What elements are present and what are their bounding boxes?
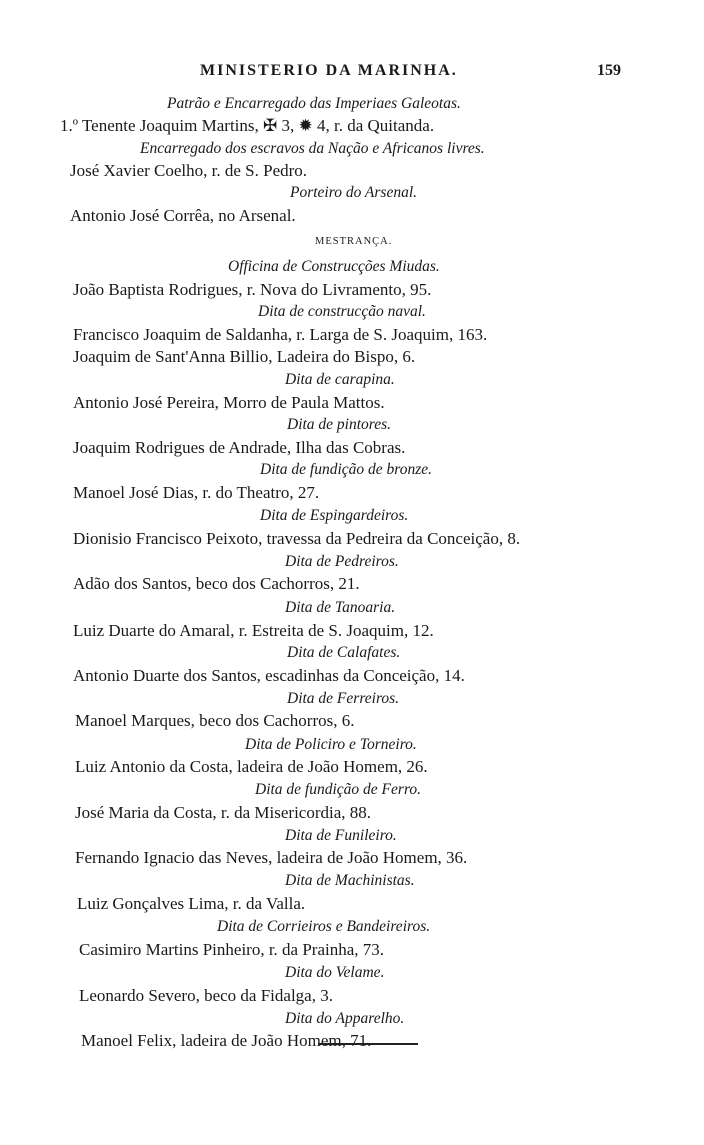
entry-line: Adão dos Santos, beco dos Cachorros, 21. bbox=[73, 574, 360, 593]
office-heading: Dita de Tanoaria. bbox=[285, 599, 396, 616]
office-heading: Porteiro do Arsenal. bbox=[290, 184, 418, 201]
office-heading: Dita de construcção naval. bbox=[258, 303, 426, 320]
entry-line: Antonio José Pereira, Morro de Paula Mattos. bbox=[73, 393, 385, 412]
page-header-title: MINISTERIO DA MARINHA. bbox=[200, 62, 458, 79]
office-heading: Dita de Pedreiros. bbox=[285, 553, 399, 570]
entry-line: Luiz Gonçalves Lima, r. da Valla. bbox=[77, 894, 306, 913]
section-heading: MESTRANÇA. bbox=[315, 236, 393, 247]
office-heading: Dita de Calafates. bbox=[287, 644, 401, 661]
entry-line: Fernando Ignacio das Neves, ladeira de João Homem, 36. bbox=[75, 848, 468, 867]
entry-line: José Maria da Costa, r. da Misericordia, 88. bbox=[75, 803, 372, 822]
entry-line: Joaquim de Sant'Anna Billio, Ladeira do Bispo, 6. bbox=[73, 347, 416, 366]
office-heading: Dita de Ferreiros. bbox=[287, 690, 400, 707]
entry-line: Antonio Duarte dos Santos, escadinhas da Conceição, 14. bbox=[73, 666, 465, 685]
office-heading: Patrão e Encarregado das Imperiaes Galeotas. bbox=[167, 95, 461, 112]
entry-line: Antonio José Corrêa, no Arsenal. bbox=[70, 206, 296, 225]
entry-line: Luiz Duarte do Amaral, r. Estreita de S. Joaquim, 12. bbox=[73, 621, 434, 640]
entry-line: Luiz Antonio da Costa, ladeira de João Homem, 26. bbox=[75, 757, 428, 776]
closing-rule bbox=[318, 1043, 418, 1045]
entry-line: 1.º Tenente Joaquim Martins, ✠ 3, ✹ 4, r. da Quitanda. bbox=[60, 116, 435, 135]
office-heading: Dita de carapina. bbox=[285, 371, 395, 388]
office-heading: Dita de Policiro e Torneiro. bbox=[245, 736, 417, 753]
office-heading: Dita de Espingardeiros. bbox=[260, 507, 409, 524]
entry-line: João Baptista Rodrigues, r. Nova do Livramento, 95. bbox=[73, 280, 432, 299]
entry-line: Dionisio Francisco Peixoto, travessa da Pedreira da Conceição, 8. bbox=[73, 529, 521, 548]
office-heading: Dita do Apparelho. bbox=[285, 1010, 405, 1027]
office-heading: Dita de Machinistas. bbox=[285, 872, 415, 889]
entry-line: Manoel Felix, ladeira de João Homem, 71. bbox=[81, 1031, 372, 1050]
office-heading: Dita de Funileiro. bbox=[285, 827, 397, 844]
office-heading: Dita de fundição de Ferro. bbox=[255, 781, 422, 798]
entry-line: Joaquim Rodrigues de Andrade, Ilha das Cobras. bbox=[73, 438, 406, 457]
entry-line: Manoel José Dias, r. do Theatro, 27. bbox=[73, 483, 320, 502]
page-number: 159 bbox=[597, 62, 621, 79]
office-heading: Officina de Construcções Miudas. bbox=[228, 258, 440, 275]
entry-line: Casimiro Martins Pinheiro, r. da Prainha, 73. bbox=[79, 940, 385, 959]
office-heading: Dita de fundição de bronze. bbox=[260, 461, 433, 478]
office-heading: Dita de Corrieiros e Bandeireiros. bbox=[217, 918, 431, 935]
office-heading: Dita de pintores. bbox=[287, 416, 392, 433]
entry-line: José Xavier Coelho, r. de S. Pedro. bbox=[70, 161, 308, 180]
entry-line: Manoel Marques, beco dos Cachorros, 6. bbox=[75, 711, 355, 730]
office-heading: Encarregado dos escravos da Nação e Africanos livres. bbox=[140, 140, 485, 157]
entry-line: Francisco Joaquim de Saldanha, r. Larga de S. Joaquim, 163. bbox=[73, 325, 488, 344]
office-heading: Dita do Velame. bbox=[285, 964, 385, 981]
entry-line: Leonardo Severo, beco da Fidalga, 3. bbox=[79, 986, 333, 1005]
